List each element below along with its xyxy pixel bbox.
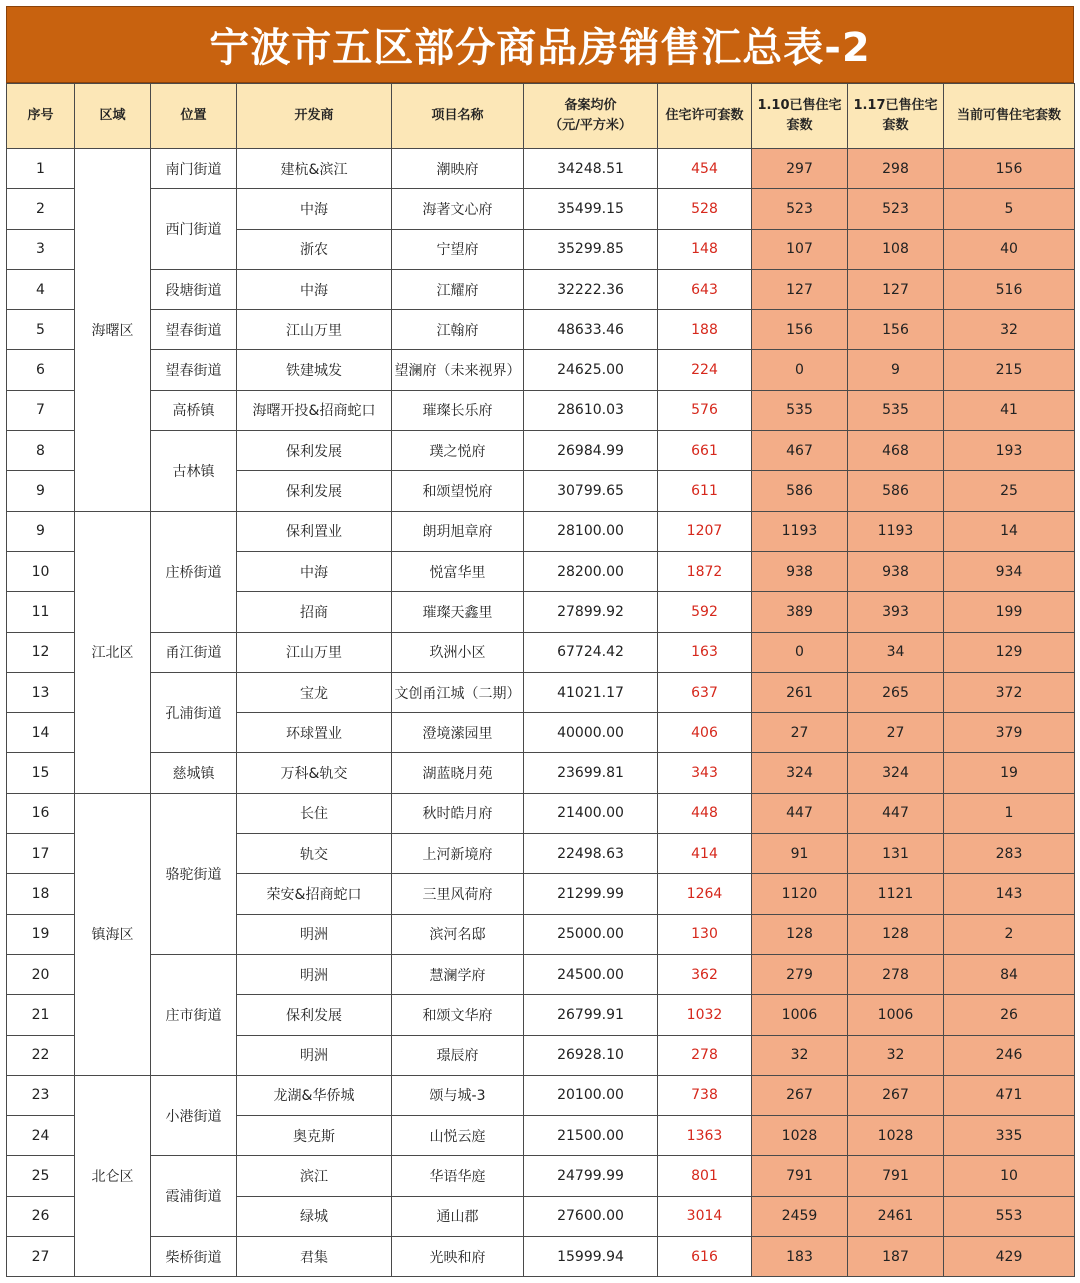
cell-permit: 616	[658, 1237, 752, 1277]
cell-developer: 环球置业	[237, 713, 392, 753]
table-row	[7, 511, 1075, 551]
cell-location: 西门街道	[151, 189, 237, 270]
cell-district: 江北区	[75, 511, 151, 793]
cell-project: 璟辰府	[392, 1035, 524, 1075]
cell-project: 朗玥旭章府	[392, 511, 524, 551]
cell-seq: 14	[7, 713, 75, 753]
cell-sold-117: 108	[848, 229, 944, 269]
cell-permit: 801	[658, 1156, 752, 1196]
cell-location: 古林镇	[151, 431, 237, 512]
cell-price: 26984.99	[524, 431, 658, 471]
table-row	[7, 149, 1075, 189]
cell-price: 35499.15	[524, 189, 658, 229]
cell-sold-110: 791	[752, 1156, 848, 1196]
cell-permit: 576	[658, 390, 752, 430]
cell-sold-110: 127	[752, 269, 848, 309]
cell-seq: 3	[7, 229, 75, 269]
header-developer: 开发商	[237, 84, 392, 149]
cell-location: 望春街道	[151, 310, 237, 350]
header-seq: 序号	[7, 84, 75, 149]
cell-project: 通山郡	[392, 1196, 524, 1236]
cell-project: 滨河名邸	[392, 914, 524, 954]
cell-project: 山悦云庭	[392, 1116, 524, 1156]
cell-price: 23699.81	[524, 753, 658, 793]
cell-seq: 17	[7, 834, 75, 874]
cell-price: 32222.36	[524, 269, 658, 309]
cell-price: 40000.00	[524, 713, 658, 753]
cell-sold-117: 1193	[848, 511, 944, 551]
cell-developer: 轨交	[237, 834, 392, 874]
cell-sold-110: 1120	[752, 874, 848, 914]
cell-permit: 224	[658, 350, 752, 390]
cell-sold-117: 267	[848, 1075, 944, 1115]
cell-developer: 中海	[237, 189, 392, 229]
cell-sold-117: 9	[848, 350, 944, 390]
cell-seq: 15	[7, 753, 75, 793]
cell-developer: 长住	[237, 793, 392, 833]
cell-permit: 278	[658, 1035, 752, 1075]
cell-seq: 8	[7, 431, 75, 471]
cell-project: 湖蓝晓月苑	[392, 753, 524, 793]
cell-permit: 3014	[658, 1196, 752, 1236]
cell-price: 28100.00	[524, 511, 658, 551]
cell-project: 海著文心府	[392, 189, 524, 229]
header-price-line2: （元/平方米）	[549, 118, 632, 133]
cell-seq: 24	[7, 1116, 75, 1156]
cell-seq: 25	[7, 1156, 75, 1196]
cell-permit: 414	[658, 834, 752, 874]
cell-project: 秋时皓月府	[392, 793, 524, 833]
cell-price: 15999.94	[524, 1237, 658, 1277]
cell-available: 934	[944, 551, 1075, 591]
cell-available: 25	[944, 471, 1075, 511]
cell-seq: 11	[7, 592, 75, 632]
cell-project: 文创甬江城（二期）	[392, 672, 524, 712]
cell-permit: 1872	[658, 551, 752, 591]
cell-seq: 22	[7, 1035, 75, 1075]
cell-sold-110: 0	[752, 632, 848, 672]
cell-permit: 1207	[658, 511, 752, 551]
cell-price: 35299.85	[524, 229, 658, 269]
cell-available: 335	[944, 1116, 1075, 1156]
cell-price: 27600.00	[524, 1196, 658, 1236]
cell-developer: 保利置业	[237, 511, 392, 551]
table-row	[7, 793, 1075, 833]
cell-sold-110: 535	[752, 390, 848, 430]
cell-developer: 保利发展	[237, 471, 392, 511]
cell-project: 玖洲小区	[392, 632, 524, 672]
cell-available: 10	[944, 1156, 1075, 1196]
cell-project: 和颂文华府	[392, 995, 524, 1035]
cell-developer: 宝龙	[237, 672, 392, 712]
cell-available: 193	[944, 431, 1075, 471]
cell-sold-117: 324	[848, 753, 944, 793]
cell-permit: 738	[658, 1075, 752, 1115]
cell-sold-117: 535	[848, 390, 944, 430]
cell-seq: 21	[7, 995, 75, 1035]
cell-sold-110: 297	[752, 149, 848, 189]
cell-sold-117: 1006	[848, 995, 944, 1035]
cell-permit: 1032	[658, 995, 752, 1035]
cell-sold-117: 128	[848, 914, 944, 954]
cell-sold-117: 1028	[848, 1116, 944, 1156]
cell-developer: 招商	[237, 592, 392, 632]
cell-price: 30799.65	[524, 471, 658, 511]
cell-price: 24799.99	[524, 1156, 658, 1196]
cell-project: 宁望府	[392, 229, 524, 269]
table-row	[7, 753, 1075, 793]
cell-developer: 明洲	[237, 1035, 392, 1075]
cell-price: 25000.00	[524, 914, 658, 954]
header-location: 位置	[151, 84, 237, 149]
cell-developer: 保利发展	[237, 431, 392, 471]
cell-district: 镇海区	[75, 793, 151, 1075]
cell-sold-110: 1028	[752, 1116, 848, 1156]
cell-sold-117: 187	[848, 1237, 944, 1277]
cell-sold-110: 1006	[752, 995, 848, 1035]
table-row	[7, 1156, 1075, 1196]
cell-project: 江翰府	[392, 310, 524, 350]
cell-sold-110: 267	[752, 1075, 848, 1115]
cell-seq: 6	[7, 350, 75, 390]
cell-sold-117: 1121	[848, 874, 944, 914]
cell-available: 143	[944, 874, 1075, 914]
cell-available: 372	[944, 672, 1075, 712]
header-sold-117-line2: 套数	[882, 118, 909, 133]
cell-price: 21299.99	[524, 874, 658, 914]
cell-developer: 绿城	[237, 1196, 392, 1236]
cell-seq: 12	[7, 632, 75, 672]
cell-developer: 滨江	[237, 1156, 392, 1196]
header-project: 项目名称	[392, 84, 524, 149]
cell-price: 20100.00	[524, 1075, 658, 1115]
cell-project: 颂与城-3	[392, 1075, 524, 1115]
cell-available: 199	[944, 592, 1075, 632]
cell-sold-117: 131	[848, 834, 944, 874]
cell-available: 215	[944, 350, 1075, 390]
cell-project: 璞之悦府	[392, 431, 524, 471]
cell-available: 14	[944, 511, 1075, 551]
header-permit: 住宅许可套数	[658, 84, 752, 149]
table-title: 宁波市五区部分商品房销售汇总表-2	[6, 6, 1074, 83]
cell-permit: 188	[658, 310, 752, 350]
cell-sold-110: 586	[752, 471, 848, 511]
header-price	[524, 84, 658, 149]
cell-sold-110: 32	[752, 1035, 848, 1075]
cell-sold-110: 389	[752, 592, 848, 632]
header-sold-117-line1: 1.17已售住宅	[853, 98, 938, 113]
cell-sold-110: 467	[752, 431, 848, 471]
cell-sold-117: 278	[848, 954, 944, 994]
cell-location: 骆驼街道	[151, 793, 237, 954]
cell-project: 三里风荷府	[392, 874, 524, 914]
cell-location: 望春街道	[151, 350, 237, 390]
cell-seq: 5	[7, 310, 75, 350]
cell-permit: 1264	[658, 874, 752, 914]
cell-available: 156	[944, 149, 1075, 189]
table-row	[7, 269, 1075, 309]
cell-permit: 163	[658, 632, 752, 672]
cell-sold-110: 279	[752, 954, 848, 994]
cell-sold-110: 107	[752, 229, 848, 269]
cell-district: 北仑区	[75, 1075, 151, 1276]
cell-seq: 2	[7, 189, 75, 229]
cell-sold-117: 938	[848, 551, 944, 591]
cell-seq: 9	[7, 511, 75, 551]
cell-developer: 中海	[237, 551, 392, 591]
cell-sold-110: 91	[752, 834, 848, 874]
cell-sold-110: 261	[752, 672, 848, 712]
cell-available: 379	[944, 713, 1075, 753]
cell-sold-117: 298	[848, 149, 944, 189]
cell-location: 慈城镇	[151, 753, 237, 793]
cell-sold-110: 128	[752, 914, 848, 954]
cell-seq: 23	[7, 1075, 75, 1115]
cell-price: 26799.91	[524, 995, 658, 1035]
cell-developer: 铁建城发	[237, 350, 392, 390]
cell-seq: 1	[7, 149, 75, 189]
cell-permit: 448	[658, 793, 752, 833]
cell-developer: 江山万里	[237, 632, 392, 672]
cell-sold-117: 32	[848, 1035, 944, 1075]
cell-seq: 27	[7, 1237, 75, 1277]
cell-sold-110: 0	[752, 350, 848, 390]
cell-seq: 19	[7, 914, 75, 954]
cell-developer: 明洲	[237, 954, 392, 994]
cell-available: 246	[944, 1035, 1075, 1075]
cell-permit: 343	[658, 753, 752, 793]
cell-developer: 中海	[237, 269, 392, 309]
cell-sold-117: 27	[848, 713, 944, 753]
cell-developer: 保利发展	[237, 995, 392, 1035]
cell-seq: 13	[7, 672, 75, 712]
cell-seq: 10	[7, 551, 75, 591]
cell-available: 32	[944, 310, 1075, 350]
cell-price: 24500.00	[524, 954, 658, 994]
table-row	[7, 431, 1075, 471]
cell-seq: 9	[7, 471, 75, 511]
cell-available: 129	[944, 632, 1075, 672]
cell-sold-110: 156	[752, 310, 848, 350]
cell-developer: 奥克斯	[237, 1116, 392, 1156]
table-row	[7, 1075, 1075, 1115]
cell-location: 孔浦街道	[151, 672, 237, 753]
cell-price: 27899.92	[524, 592, 658, 632]
cell-project: 华语华庭	[392, 1156, 524, 1196]
cell-permit: 643	[658, 269, 752, 309]
cell-price: 67724.42	[524, 632, 658, 672]
cell-developer: 龙湖&华侨城	[237, 1075, 392, 1115]
header-sold-110-line2: 套数	[786, 118, 813, 133]
cell-developer: 君集	[237, 1237, 392, 1277]
cell-project: 光映和府	[392, 1237, 524, 1277]
cell-seq: 4	[7, 269, 75, 309]
cell-project: 潮映府	[392, 149, 524, 189]
table-row	[7, 672, 1075, 712]
cell-sold-110: 27	[752, 713, 848, 753]
cell-project: 澄境潆园里	[392, 713, 524, 753]
cell-project: 璀璨天鑫里	[392, 592, 524, 632]
cell-permit: 528	[658, 189, 752, 229]
header-district: 区域	[75, 84, 151, 149]
cell-price: 21400.00	[524, 793, 658, 833]
cell-developer: 建杭&滨江	[237, 149, 392, 189]
cell-price: 48633.46	[524, 310, 658, 350]
cell-permit: 1363	[658, 1116, 752, 1156]
cell-permit: 661	[658, 431, 752, 471]
cell-location: 段塘街道	[151, 269, 237, 309]
header-available: 当前可售住宅套数	[944, 84, 1075, 149]
cell-seq: 18	[7, 874, 75, 914]
cell-permit: 454	[658, 149, 752, 189]
table-row	[7, 350, 1075, 390]
cell-project: 江耀府	[392, 269, 524, 309]
cell-location: 庄市街道	[151, 954, 237, 1075]
cell-project: 上河新境府	[392, 834, 524, 874]
table-body	[7, 149, 1075, 1277]
cell-sold-110: 183	[752, 1237, 848, 1277]
cell-location: 庄桥街道	[151, 511, 237, 632]
cell-project: 悦富华里	[392, 551, 524, 591]
cell-permit: 148	[658, 229, 752, 269]
cell-price: 28610.03	[524, 390, 658, 430]
cell-sold-117: 468	[848, 431, 944, 471]
cell-sold-117: 34	[848, 632, 944, 672]
cell-permit: 637	[658, 672, 752, 712]
cell-location: 霞浦街道	[151, 1156, 237, 1237]
cell-available: 1	[944, 793, 1075, 833]
cell-price: 28200.00	[524, 551, 658, 591]
cell-project: 和颂望悦府	[392, 471, 524, 511]
cell-price: 21500.00	[524, 1116, 658, 1156]
cell-location: 甬江街道	[151, 632, 237, 672]
cell-sold-117: 265	[848, 672, 944, 712]
cell-seq: 20	[7, 954, 75, 994]
cell-sold-117: 2461	[848, 1196, 944, 1236]
table-row	[7, 189, 1075, 229]
cell-developer: 浙农	[237, 229, 392, 269]
cell-permit: 130	[658, 914, 752, 954]
cell-permit: 611	[658, 471, 752, 511]
cell-sold-117: 447	[848, 793, 944, 833]
cell-location: 柴桥街道	[151, 1237, 237, 1277]
cell-location: 小港街道	[151, 1075, 237, 1156]
cell-available: 19	[944, 753, 1075, 793]
cell-district: 海曙区	[75, 149, 151, 512]
cell-sold-110: 447	[752, 793, 848, 833]
cell-available: 5	[944, 189, 1075, 229]
table-row	[7, 954, 1075, 994]
sales-table	[6, 83, 1075, 1277]
cell-available: 41	[944, 390, 1075, 430]
cell-permit: 362	[658, 954, 752, 994]
cell-sold-110: 2459	[752, 1196, 848, 1236]
cell-project: 望澜府（未来视界）	[392, 350, 524, 390]
cell-available: 429	[944, 1237, 1075, 1277]
header-sold-117	[848, 84, 944, 149]
cell-sold-117: 156	[848, 310, 944, 350]
table-row	[7, 1237, 1075, 1277]
cell-sold-110: 523	[752, 189, 848, 229]
cell-sold-110: 938	[752, 551, 848, 591]
cell-sold-117: 586	[848, 471, 944, 511]
cell-available: 84	[944, 954, 1075, 994]
cell-sold-117: 523	[848, 189, 944, 229]
cell-seq: 16	[7, 793, 75, 833]
header-row	[7, 84, 1075, 149]
cell-seq: 7	[7, 390, 75, 430]
table-row	[7, 390, 1075, 430]
cell-sold-110: 1193	[752, 511, 848, 551]
cell-price: 24625.00	[524, 350, 658, 390]
cell-available: 26	[944, 995, 1075, 1035]
cell-seq: 26	[7, 1196, 75, 1236]
header-sold-110-line1: 1.10已售住宅	[757, 98, 842, 113]
cell-developer: 海曙开投&招商蛇口	[237, 390, 392, 430]
cell-available: 2	[944, 914, 1075, 954]
cell-sold-117: 393	[848, 592, 944, 632]
cell-price: 26928.10	[524, 1035, 658, 1075]
header-sold-110	[752, 84, 848, 149]
cell-developer: 江山万里	[237, 310, 392, 350]
cell-permit: 406	[658, 713, 752, 753]
header-price-line1: 备案均价	[564, 98, 617, 113]
cell-developer: 万科&轨交	[237, 753, 392, 793]
table-row	[7, 632, 1075, 672]
cell-price: 34248.51	[524, 149, 658, 189]
cell-location: 高桥镇	[151, 390, 237, 430]
cell-available: 40	[944, 229, 1075, 269]
cell-sold-117: 791	[848, 1156, 944, 1196]
cell-developer: 荣安&招商蛇口	[237, 874, 392, 914]
cell-available: 553	[944, 1196, 1075, 1236]
cell-price: 41021.17	[524, 672, 658, 712]
cell-permit: 592	[658, 592, 752, 632]
table-row	[7, 310, 1075, 350]
cell-sold-110: 324	[752, 753, 848, 793]
cell-location: 南门街道	[151, 149, 237, 189]
cell-available: 283	[944, 834, 1075, 874]
cell-project: 璀璨长乐府	[392, 390, 524, 430]
cell-project: 慧澜学府	[392, 954, 524, 994]
cell-available: 516	[944, 269, 1075, 309]
cell-sold-117: 127	[848, 269, 944, 309]
cell-price: 22498.63	[524, 834, 658, 874]
cell-developer: 明洲	[237, 914, 392, 954]
cell-available: 471	[944, 1075, 1075, 1115]
